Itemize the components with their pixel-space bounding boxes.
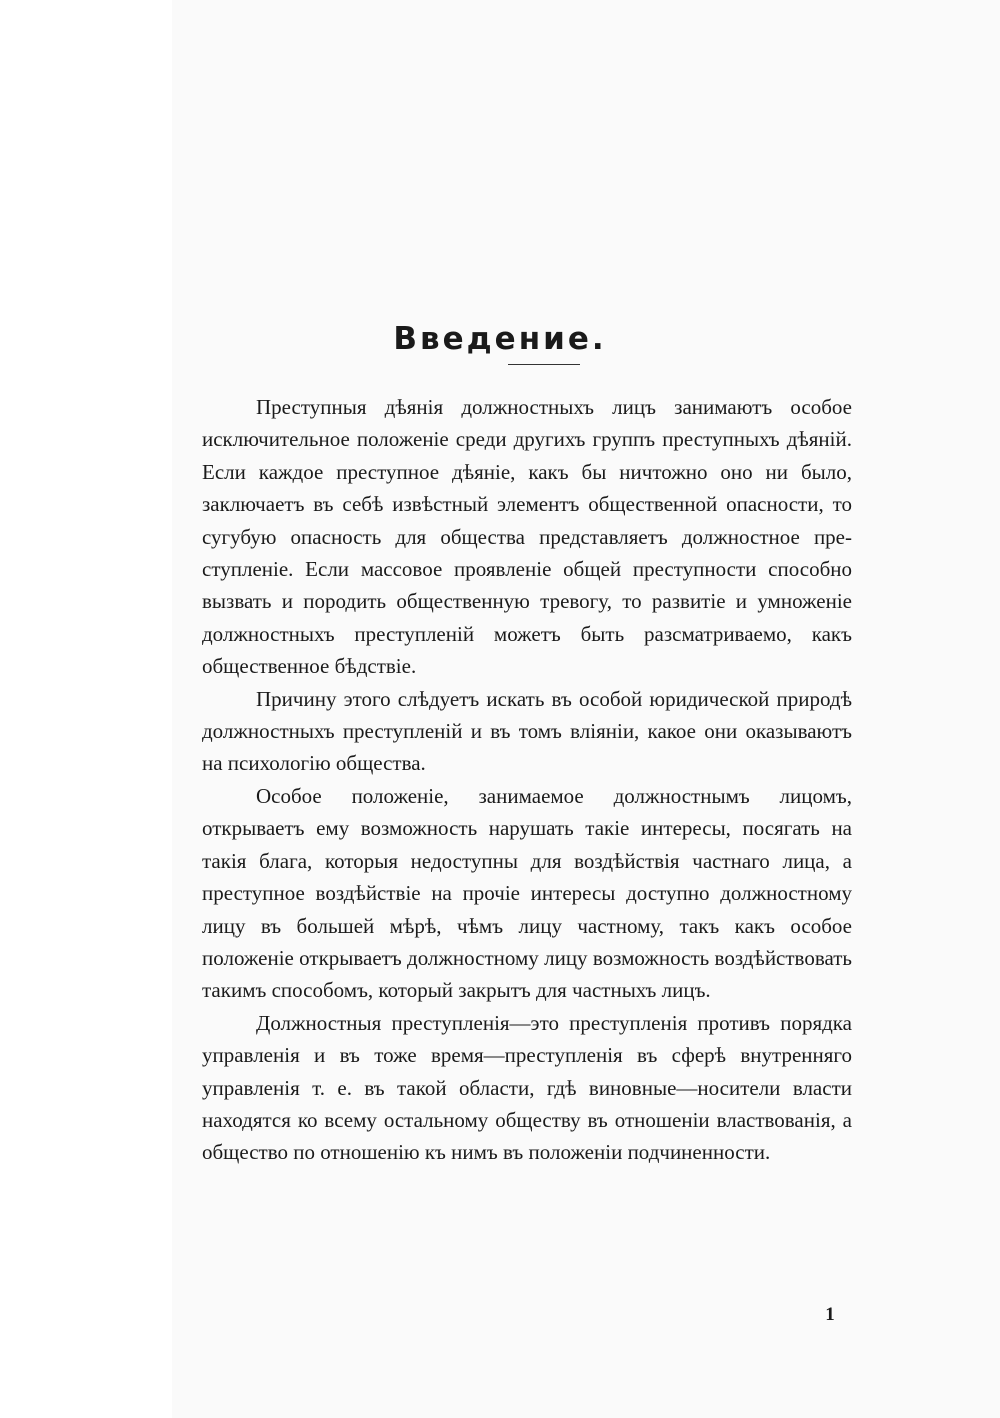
chapter-title: Введение. <box>393 320 607 357</box>
paragraph-2: Причину этого слѣдуетъ искать въ особой юридической природѣ должностныхъ преступленій и въ томъ вліяніи, какое они оказываютъ на психологію общества. <box>202 686 852 776</box>
paragraph-1: Преступныя дѣянія должностныхъ лицъ занимаютъ особое исключительное положеніе среди другихъ группъ преступныхъ дѣяній. Если каждое преступное дѣяніе, какъ бы ничтожно оно ни было, заключаетъ въ себѣ извѣстный элементъ общественной опасности, то сугубую опасность для общества представляетъ должностное преступленіе. Если массовое проявленіе общей преступности способно вызвать и породить общественную тревогу, то развитіе и умноженіе должностныхъ преступленій можетъ быть разсматриваемо, какъ общественное бѣдствіе. <box>202 395 852 679</box>
page-number: 1 <box>825 1304 835 1325</box>
paragraph-4: Должностныя преступленія—это преступленія противъ порядка управленія и въ тоже время—преступленія въ сферѣ внутренняго управленія т. е. въ такой области, гдѣ виновные—носители власти находятся ко всему остальному обществу въ отношеніи властвованія, а общество по отношенію къ нимъ въ положеніи подчиненности. <box>202 1010 852 1165</box>
text-body <box>202 391 852 1169</box>
paragraph-3: Особое положеніе, занимаемое должностнымъ лицомъ, открываетъ ему возможность нарушать такіе интересы, посягать на такія блага, которыя недоступны для воздѣйствія частнаго лица, а преступное воздѣйствіе на прочіе интересы доступно должностному лицу въ большей мѣрѣ, чѣмъ лицу частному, такъ какъ особое положеніе открываетъ должностному лицу возможность воздѣйствовать такимъ способомъ, который закрытъ для частныхъ лицъ. <box>202 783 852 1003</box>
title-divider <box>508 364 580 365</box>
